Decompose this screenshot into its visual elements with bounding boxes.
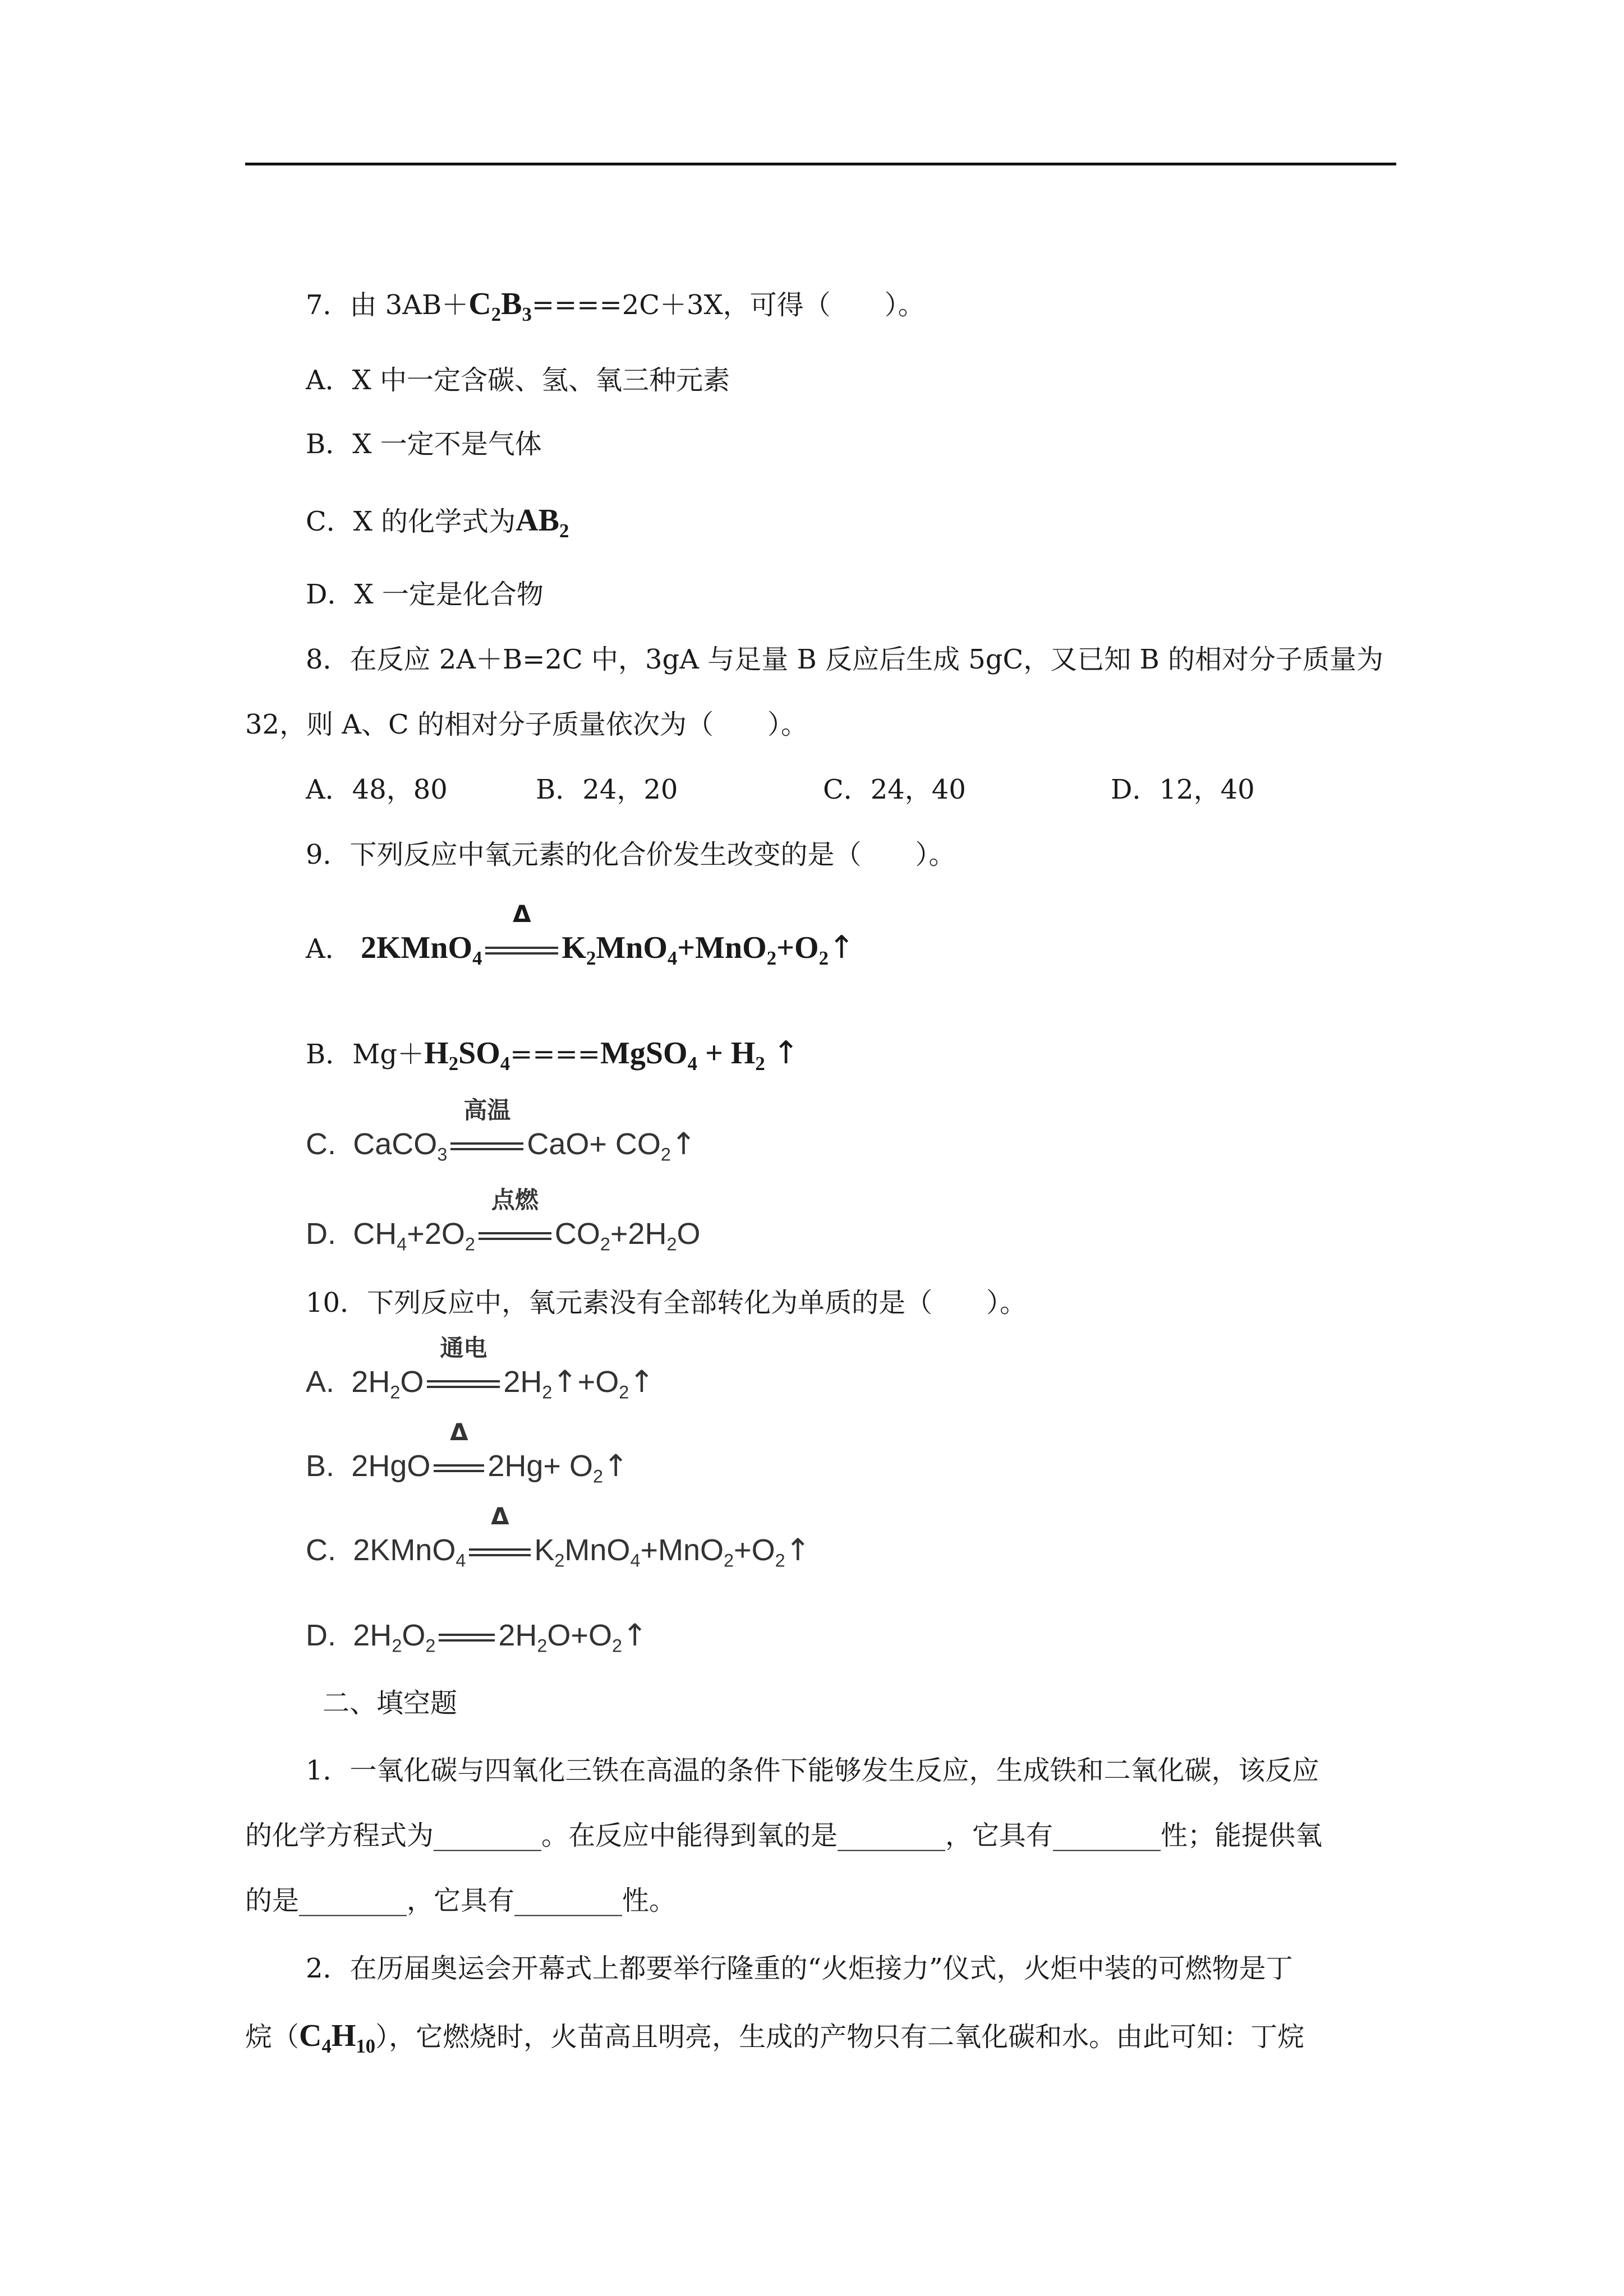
q10-option-a-condition [424, 1334, 503, 1399]
q9-option-c-label: C. [306, 1127, 336, 1161]
q9-stem: 9．下列反应中氧元素的化合价发生改变的是（ ）。 [306, 839, 956, 870]
q7-option-c-formula-sub: 2 [559, 520, 569, 542]
butane-formula-c-sub: 4 [321, 2035, 332, 2058]
butane-formula-h-sub: 10 [356, 2035, 376, 2058]
q10-option-d [306, 1617, 648, 1656]
q10-option-b [306, 1418, 629, 1487]
q10-option-b-condition-text: Δ [450, 1418, 468, 1446]
section2-p2-line2-post: ），它燃烧时，火苗高且明亮，生成的产物只有二氧化碳和水。由此可知：丁烷 [375, 2021, 1305, 2053]
q8-option-c: C．24，40 [823, 774, 966, 805]
q10-option-c-label: C. [306, 1533, 336, 1567]
gas-arrow-icon: ↑ [772, 1035, 799, 1071]
q7-option-c [306, 503, 569, 542]
q7-option-d: D．X 一定是化合物 [306, 579, 544, 610]
q9-option-c-equation: CaCO$_3$ 高温 $CaO+ CO_2↑$ [344, 1096, 697, 1165]
q10-option-a-equation: $2H_2O$ 通电 $2H_2↑+O_2↑$ [343, 1334, 655, 1403]
q10-option-a-label: A. [306, 1365, 335, 1399]
q9-option-d [306, 1186, 701, 1255]
q10-option-a-condition-text: 通电 [440, 1334, 487, 1362]
q9-option-c [306, 1096, 697, 1165]
q10-option-b-label: B. [306, 1449, 335, 1483]
q7-stem-pre: 7．由 3AB＋ [306, 289, 469, 321]
q10-option-b-equation: 2HgO Δ $2Hg+ O_2↑$ [343, 1418, 629, 1487]
q7-option-c-formula-main: AB [516, 503, 559, 538]
gas-arrow-icon: ↑ [785, 1532, 811, 1567]
section2-title: 二、填空题 [323, 1688, 458, 1719]
q9-option-a-equation: 2KMnO$_4$ Δ $K_2MnO_4+MnO_2+O_2↑$ [360, 900, 855, 970]
gas-arrow-icon: ↑ [603, 1448, 629, 1483]
q9-option-b-products: MgSO$_4$ + $H_2$ ↑ [600, 1035, 799, 1075]
q8-option-b: B．24，20 [536, 774, 678, 805]
gas-arrow-icon: ↑ [828, 929, 855, 966]
q8-option-d: D．12，40 [1111, 774, 1255, 805]
q9-option-b-label: B．Mg＋ [306, 1039, 425, 1070]
q9-option-b-equals: ==== [510, 1039, 601, 1070]
q8-option-a: A．48，80 [306, 774, 448, 805]
gas-arrow-icon: ↑ [622, 1617, 648, 1653]
q9-option-d-label: D. [306, 1217, 336, 1251]
q10-option-d-equation: $2H_2O_2$ $2H_2O+O_2↑$ [344, 1617, 648, 1656]
q9-option-a-condition-text: Δ [513, 900, 531, 928]
q10-option-c [306, 1502, 811, 1571]
q8-stem-line1: 8．在反应 2A＋B=2C 中，3gA 与足量 B 反应后生成 5gC，又已知 B 的相对分子质量为 [306, 644, 1384, 675]
q10-option-d-label: D. [306, 1619, 336, 1652]
section2-p1-line2: 的化学方程式为________。在反应中能得到氧的是________，它具有________性；能提供氧 [245, 1820, 1323, 1851]
butane-formula-h: H [331, 2018, 356, 2053]
q9-option-a-condition [482, 900, 562, 965]
q10-option-a [306, 1334, 655, 1403]
q7-formula-b-sub: 3 [522, 303, 532, 326]
q10-option-c-condition-text: Δ [491, 1502, 509, 1530]
section2-p2-line2 [245, 2018, 1305, 2058]
q7-stem [306, 287, 925, 326]
q9-option-c-condition [447, 1096, 527, 1161]
q7-formula [468, 287, 532, 326]
q9-option-c-condition-text: 高温 [463, 1096, 511, 1124]
q9-option-b [306, 1035, 799, 1075]
gas-arrow-icon: ↑ [552, 1364, 578, 1399]
q7-option-a: A．X 中一定含碳、氢、氧三种元素 [306, 365, 730, 396]
butane-formula-c: C [299, 2018, 322, 2053]
q8-stem-line2: 32，则 A、C 的相对分子质量依次为（ ）。 [245, 709, 808, 740]
q9-option-a-label: A． [306, 933, 352, 965]
gas-arrow-icon: ↑ [629, 1364, 655, 1399]
section2-p2-line2-pre: 烷（ [245, 2021, 300, 2053]
q9-option-b-reactant: $H_2SO_4$ [424, 1036, 510, 1075]
q7-option-c-formula [516, 503, 569, 542]
q10-option-d-condition [435, 1619, 498, 1652]
q10-option-b-condition [430, 1418, 487, 1483]
q7-formula-b: B [501, 287, 522, 321]
gas-arrow-icon: ↑ [670, 1126, 697, 1161]
q7-option-b: B．X 一定不是气体 [306, 428, 542, 460]
q7-formula-c: C [468, 287, 491, 321]
q9-option-d-condition-text: 点燃 [491, 1186, 539, 1214]
section2-p1-line1: 1．一氧化碳与四氧化三铁在高温的条件下能够发生反应，生成铁和二氧化碳，该反应 [306, 1755, 1319, 1786]
q9-option-d-equation: $CH_4+2O_2$ 点燃 $CO_2+2H_2O$ [344, 1186, 701, 1255]
q10-option-c-equation: 2KMnO$_4$ Δ $K_2MnO_4+MnO_2+O_2↑$ [344, 1502, 811, 1571]
section2-p1-line3: 的是________，它具有________性。 [245, 1885, 677, 1916]
q10-stem: 10．下列反应中，氧元素没有全部转化为单质的是（ ）。 [306, 1287, 1027, 1318]
q10-option-c-condition [466, 1502, 534, 1567]
header-rule [245, 163, 1396, 165]
q9-option-a [306, 900, 855, 970]
q9-option-d-condition [475, 1186, 555, 1251]
butane-formula [299, 2018, 376, 2058]
section2-p2-line1: 2．在历届奥运会开幕式上都要举行隆重的“火炬接力”仪式，火炬中装的可燃物是丁 [306, 1953, 1293, 1984]
q7-option-c-text: C．X 的化学式为 [306, 506, 516, 537]
q7-stem-post: ====2C＋3X，可得（ ）。 [531, 289, 925, 321]
q7-formula-c-sub: 2 [491, 303, 502, 326]
